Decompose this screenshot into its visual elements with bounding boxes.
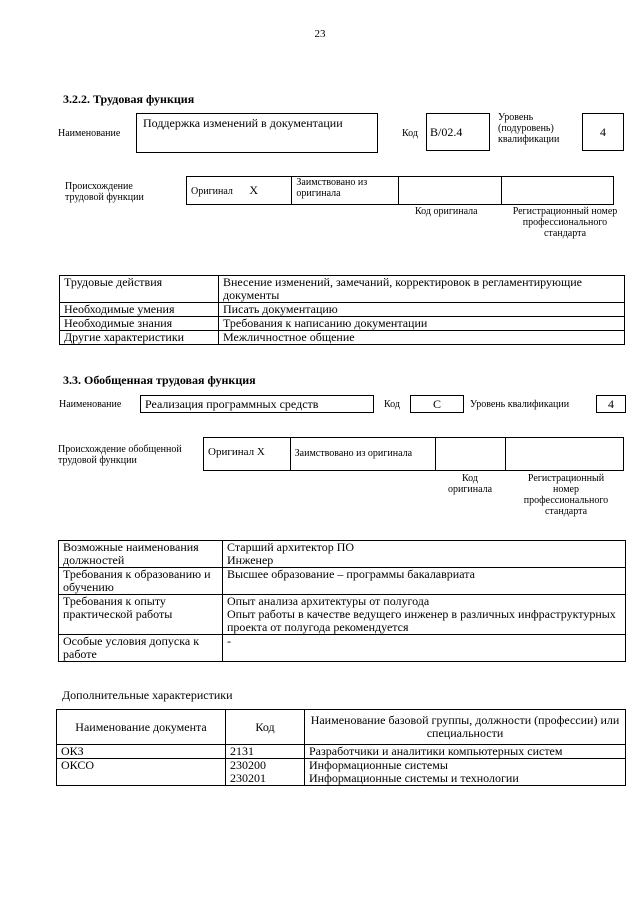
name-label-2: Наименование bbox=[59, 399, 122, 410]
registration-caption: Регистрационный номер профессионального стандарта bbox=[512, 206, 618, 239]
generalized-function-table bbox=[58, 540, 626, 662]
level-value-2: 4 bbox=[608, 397, 614, 411]
row-label: Необходимые знания bbox=[60, 317, 219, 331]
row-value: Старший архитектор ПО Инженер bbox=[223, 541, 626, 568]
code-label-2: Код bbox=[384, 399, 400, 410]
row-label: Возможные наименования должностей bbox=[59, 541, 223, 568]
section-heading-3-3: 3.3. Обобщенная трудовая функция bbox=[63, 373, 256, 387]
cell-name: Информационные системы Информационные системы и технологии bbox=[305, 759, 626, 786]
original-mark: X bbox=[249, 183, 259, 197]
page-number: 23 bbox=[314, 28, 326, 40]
row-value: Высшее образование – программы бакалавриата bbox=[223, 568, 626, 595]
registration-caption-2: Регистрационный номер профессионального стандарта bbox=[523, 473, 609, 517]
cell-code: 230200 230201 bbox=[226, 759, 305, 786]
level-value: 4 bbox=[600, 125, 606, 139]
table-row bbox=[60, 303, 625, 317]
table-row bbox=[57, 759, 626, 786]
name-value-2: Реализация программных средств bbox=[145, 397, 319, 411]
cell-name: Разработчики и аналитики компьютерных систем bbox=[305, 745, 626, 759]
origin-label: Происхождение трудовой функции bbox=[65, 181, 144, 203]
table-header-row bbox=[57, 710, 626, 745]
table-row bbox=[57, 745, 626, 759]
original-code-cell bbox=[398, 177, 501, 205]
code-field bbox=[426, 113, 490, 151]
header-code: Код bbox=[226, 710, 305, 745]
origin-table bbox=[186, 176, 614, 205]
row-value: Межличностное общение bbox=[219, 331, 625, 345]
original-label: Оригинал bbox=[191, 186, 233, 197]
cell-doc: ОКСО bbox=[57, 759, 226, 786]
original-code-caption-2: Код оригинала bbox=[447, 473, 493, 495]
level-label-2: Уровень квалификации bbox=[470, 399, 570, 410]
row-label: Необходимые умения bbox=[60, 303, 219, 317]
original-code-cell-2 bbox=[435, 438, 505, 471]
additional-heading: Дополнительные характеристики bbox=[62, 688, 233, 702]
row-label: Требования к образованию и обучению bbox=[59, 568, 223, 595]
row-value: Требования к написанию документации bbox=[219, 317, 625, 331]
code-value: B/02.4 bbox=[430, 125, 463, 139]
table-row bbox=[59, 568, 626, 595]
table-row bbox=[59, 541, 626, 568]
header-document: Наименование документа bbox=[57, 710, 226, 745]
row-label: Требования к опыту практической работы bbox=[59, 595, 223, 635]
table-row bbox=[59, 635, 626, 662]
name-field-2 bbox=[140, 395, 374, 413]
code-field-2 bbox=[410, 395, 464, 413]
section-heading-3-2-2: 3.2.2. Трудовая функция bbox=[63, 92, 195, 106]
name-field bbox=[136, 113, 378, 153]
table-row bbox=[60, 276, 625, 303]
code-value-2: C bbox=[432, 397, 441, 411]
borrowed-cell: Заимствовано из оригинала bbox=[292, 177, 398, 205]
cell-code: 2131 bbox=[226, 745, 305, 759]
original-code-caption: Код оригинала bbox=[415, 206, 478, 217]
header-group-name: Наименование базовой группы, должности (профессии) или специальности bbox=[305, 710, 626, 745]
labor-function-table bbox=[59, 275, 625, 345]
level-field-2 bbox=[596, 395, 626, 413]
row-label: Другие характеристики bbox=[60, 331, 219, 345]
registration-number-cell bbox=[501, 177, 613, 205]
table-row bbox=[59, 595, 626, 635]
original-cell bbox=[187, 177, 292, 205]
row-value: Писать документацию bbox=[219, 303, 625, 317]
original-cell-2: Оригинал X bbox=[204, 438, 291, 471]
name-label: Наименование bbox=[58, 128, 121, 139]
registration-number-cell-2 bbox=[506, 438, 624, 471]
row-value: Внесение изменений, замечаний, корректировок в регламентирующие документы bbox=[219, 276, 625, 303]
table-row bbox=[60, 331, 625, 345]
row-value: Опыт анализа архитектуры от полугода Опыт работы в качестве ведущего инженер в различных инфраструктурных проекта от полугода рекомендуется bbox=[223, 595, 626, 635]
table-row bbox=[60, 317, 625, 331]
row-label: Трудовые действия bbox=[60, 276, 219, 303]
row-value: - bbox=[223, 635, 626, 662]
level-label: Уровень (подуровень) квалификации bbox=[498, 112, 560, 145]
code-label: Код bbox=[402, 128, 418, 139]
borrowed-cell-2: Заимствовано из оригинала bbox=[290, 438, 435, 471]
name-value: Поддержка изменений в документации bbox=[143, 116, 343, 130]
cell-doc: ОКЗ bbox=[57, 745, 226, 759]
origin-label-2: Происхождение обобщенной трудовой функции bbox=[58, 444, 182, 466]
origin-table-2 bbox=[203, 437, 624, 471]
additional-table bbox=[56, 709, 626, 786]
level-field bbox=[582, 113, 624, 151]
row-label: Особые условия допуска к работе bbox=[59, 635, 223, 662]
